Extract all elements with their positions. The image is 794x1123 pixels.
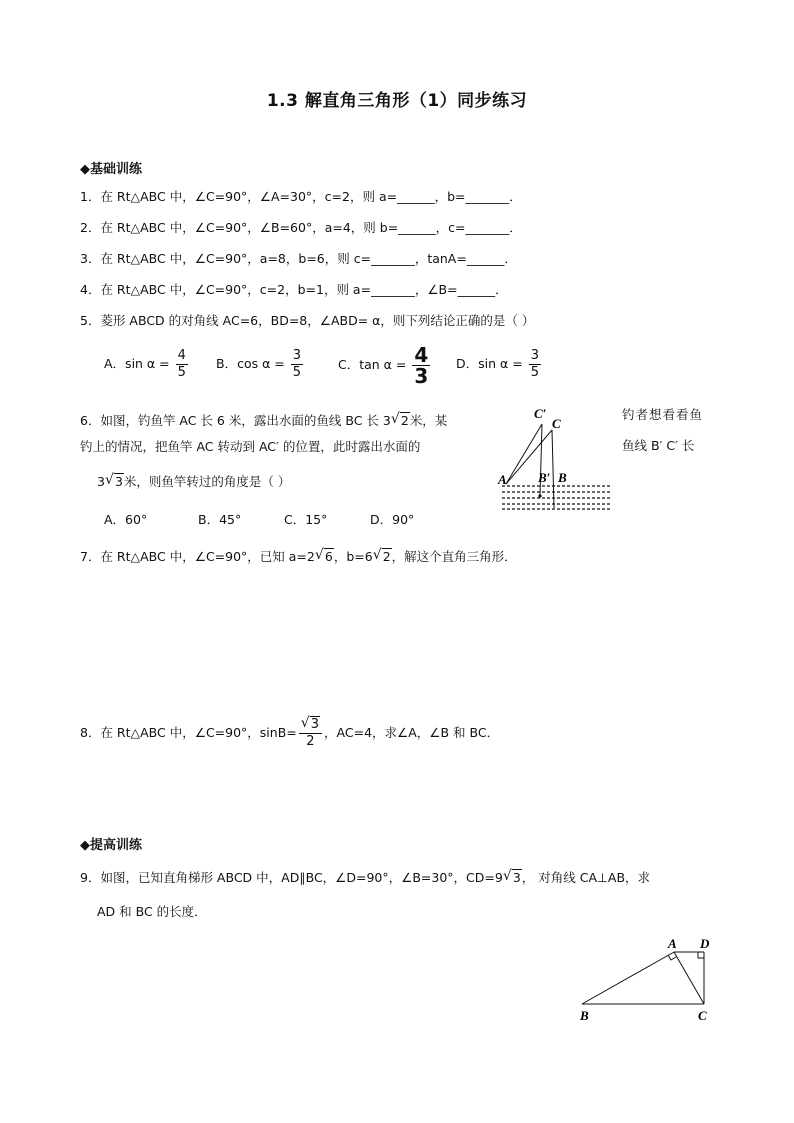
question-6-right-1: 钓者想看看鱼 (622, 407, 704, 422)
sqrt: √ 6 (315, 548, 334, 566)
fraction: $\frac{4}{3}$ (414, 343, 429, 388)
label-a: A (498, 472, 507, 487)
question-9-line-1: 9．如图，已知直角梯形 ABCD 中，AD∥BC，∠D=90°，∠B=30°，CD=9√ 3， 对角线 CA⊥AB，求 (80, 869, 650, 887)
label-b: B (580, 1008, 589, 1023)
section-basic-training: ◆基础训练 (80, 162, 142, 177)
sqrt: √ 3 (105, 473, 124, 491)
q5-option-a: A．sin α = $\frac{4}{5}$ (104, 348, 186, 380)
question-6-line-1: 6．如图，钓鱼竿 AC 长 6 米，露出水面的鱼线 BC 长 3√ 2米，某 (80, 412, 447, 430)
question-6-right-2: 鱼线 B′ C′ 长 (622, 438, 695, 453)
question-3: 3．在 Rt△ABC 中，∠C=90°，a=8，b=6，则 c=_______，tanA=______． (80, 251, 517, 266)
question-6-line-3: 3√ 3米，则鱼竿转过的角度是（ ） (97, 473, 290, 491)
fraction: $\frac{3}{5}$ (292, 348, 302, 380)
right-angle-mark-d (698, 952, 704, 958)
fraction: $\frac{3}{5}$ (530, 348, 539, 380)
trapezoid-figure (576, 936, 722, 1026)
question-9-line-2: AD 和 BC 的长度． (97, 904, 207, 919)
fraction: $\frac{4}{5}$ (177, 348, 186, 380)
right-angle-mark-a (668, 955, 676, 960)
line-b-prime-c-prime (540, 424, 542, 496)
q5-option-b: B．cos α = $\frac{3}{5}$ (216, 348, 302, 380)
question-5: 5．菱形 ABCD 的对角线 AC=6，BD=8，∠ABD= α，则下列结论正确的是（ ） (80, 313, 535, 328)
label-c-prime: C′ (534, 406, 547, 421)
q5-option-c: C．tan α = $\frac{4}{3}$ (338, 343, 429, 388)
question-7: 7．在 Rt△ABC 中，∠C=90°，已知 a=2√ 6，b=6√ 2，解这个直角三角形． (80, 548, 517, 566)
fishing-rod-figure (494, 404, 614, 512)
section-advanced-training: ◆提高训练 (80, 838, 142, 853)
q6-option-d: D．90° (370, 512, 415, 527)
diagonal-ca (674, 952, 704, 1004)
sqrt: √ 3 (503, 869, 522, 887)
q6-option-a: A．60° (104, 512, 148, 527)
rod-ac-prime (506, 424, 542, 484)
label-d: D (700, 936, 710, 951)
fraction: √ $\frac{3}{2}$ (299, 717, 322, 750)
side-ab (582, 952, 674, 1004)
question-2: 2．在 Rt△ABC 中，∠C=90°，∠B=60°，a=4，则 b=______，c=_______． (80, 220, 522, 235)
sqrt: √ 2 (391, 412, 410, 430)
q6-option-b: B．45° (198, 512, 242, 527)
sqrt: √ 3 (301, 717, 320, 733)
water-surface (502, 486, 610, 509)
label-a: A (668, 936, 677, 951)
question-4: 4．在 Rt△ABC 中，∠C=90°，c=2，b=1，则 a=_______，∠B=______． (80, 282, 508, 297)
sqrt: √ 2 (373, 548, 392, 566)
question-8: 8．在 Rt△ABC 中，∠C=90°，sinB= √ $\frac{3}{2}$ ，AC=4，求∠A，∠B 和 BC． (80, 710, 499, 756)
q5-option-d: D．sin α = $\frac{3}{5}$ (456, 348, 539, 380)
q6-option-c: C．15° (284, 512, 328, 527)
label-b: B (558, 470, 567, 485)
line-bc (552, 430, 554, 508)
float-point (538, 494, 541, 497)
label-c: C (698, 1008, 707, 1023)
page-title: 1.3 解直角三角形（1）同步练习 (266, 91, 528, 111)
label-b-prime: B′ (538, 470, 551, 485)
label-c: C (552, 416, 561, 431)
question-1: 1．在 Rt△ABC 中，∠C=90°，∠A=30°，c=2，则 a=______，b=_______． (80, 189, 522, 204)
question-6-line-2: 钓上的情况，把鱼竿 AC 转动到 AC′ 的位置，此时露出水面的 (80, 439, 421, 454)
